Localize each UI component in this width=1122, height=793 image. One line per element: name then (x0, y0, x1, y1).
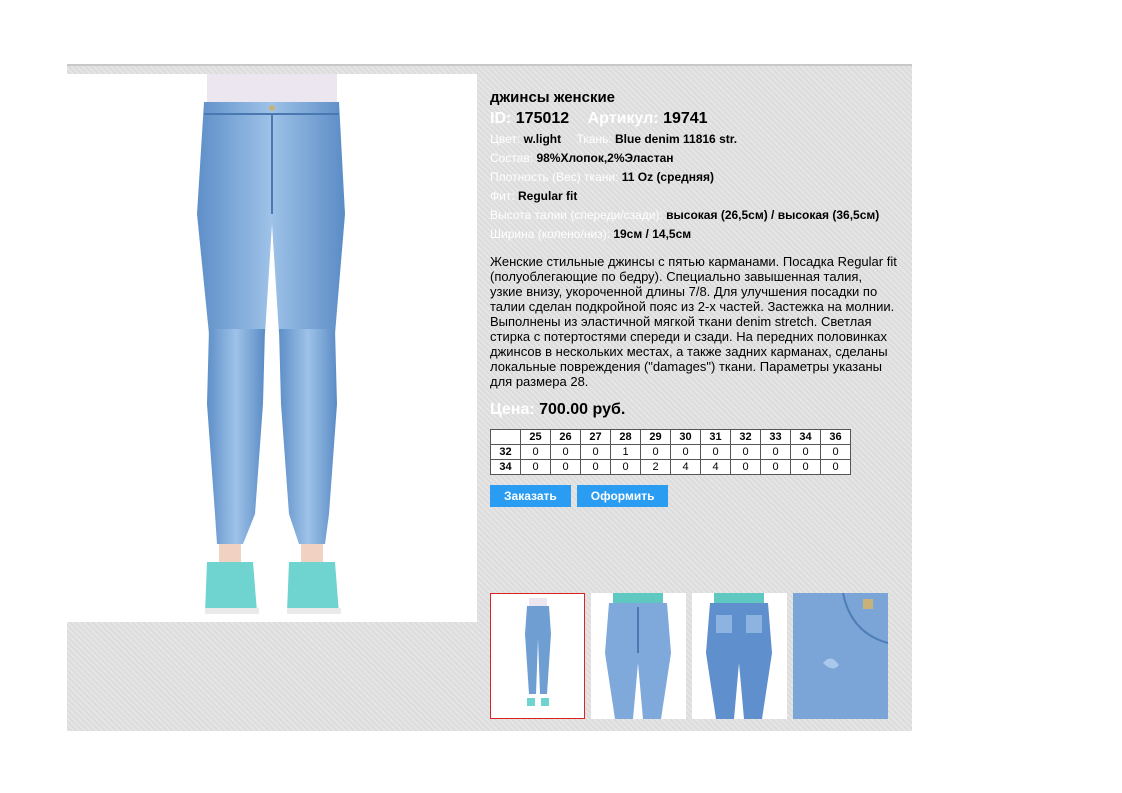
length-cell: 34 (491, 460, 521, 475)
product-main-photo[interactable] (67, 74, 477, 622)
id-value: 175012 (515, 110, 570, 127)
width-label: Ширина (колено/низ): (490, 227, 610, 241)
stock-cell: 0 (581, 445, 611, 460)
size-row (491, 460, 851, 475)
stock-cell: 4 (701, 460, 731, 475)
thumb-front-waist[interactable] (591, 593, 686, 719)
stock-cell: 1 (611, 445, 641, 460)
stock-cell: 0 (611, 460, 641, 475)
stock-cell: 0 (731, 460, 761, 475)
thumb-front-full[interactable] (490, 593, 585, 719)
color-fabric-row (490, 132, 898, 147)
product-info (490, 89, 898, 507)
composition-value: 98%Хлопок,2%Эластан (536, 151, 674, 165)
size-header-row (491, 430, 851, 445)
stock-cell: 0 (551, 460, 581, 475)
composition-label: Состав: (490, 151, 534, 165)
color-label: Цвет: (490, 132, 521, 146)
density-row (490, 170, 898, 185)
stock-cell: 0 (701, 445, 731, 460)
size-header-cell: 25 (521, 430, 551, 445)
stock-cell: 0 (821, 460, 851, 475)
thumb-back-waist[interactable] (692, 593, 787, 719)
stock-cell: 0 (641, 445, 671, 460)
stock-cell: 0 (821, 445, 851, 460)
size-header-cell: 31 (701, 430, 731, 445)
order-button[interactable]: Заказать (490, 485, 571, 507)
size-header-cell: 33 (761, 430, 791, 445)
composition-row (490, 151, 898, 166)
size-header-cell (491, 430, 521, 445)
stock-cell: 0 (551, 445, 581, 460)
fit-value: Regular fit (518, 189, 578, 203)
density-value: 11 Oz (средняя) (621, 170, 714, 184)
fit-label: Фит: (490, 189, 515, 203)
product-description: Женские стильные джинсы с пятью карманами. Посадка Regular fit (полуоблегающие по бедру). Специально завышенная талия, узкие внизу, укороченной длины 7/8. Для улучшения посадки по талии сделан подкройной пояс из 2-х частей. Застежка на молнии. Выполнены из эластичной мягкой ткани denim stretch. Светлая стирка с потертостями спереди и сзади. На передних половинках джинсов в нескольких местах, а также задних карманах, сделаны локальные повреждения ("damages") ткани. Параметры указаны для размера 28. (490, 254, 897, 389)
fit-row (490, 189, 898, 204)
size-header-cell: 26 (551, 430, 581, 445)
article-label: Артикул: (587, 110, 659, 127)
product-card (67, 64, 912, 731)
stock-cell: 2 (641, 460, 671, 475)
fabric-label: Ткань: (576, 132, 612, 146)
size-header-cell: 34 (791, 430, 821, 445)
thumbnail-gallery (490, 593, 888, 719)
size-header-cell: 28 (611, 430, 641, 445)
article-value: 19741 (663, 110, 708, 127)
size-stock-table (490, 429, 851, 475)
price-label: Цена: (490, 401, 535, 418)
length-cell: 32 (491, 445, 521, 460)
product-ids (490, 110, 898, 128)
size-row (491, 445, 851, 460)
fabric-value: Blue denim 11816 str. (615, 132, 738, 146)
size-header-cell: 30 (671, 430, 701, 445)
waist-row (490, 208, 898, 223)
stock-cell: 0 (671, 445, 701, 460)
waist-label: Высота талии (спереди/сзади): (490, 208, 663, 222)
stock-cell: 4 (671, 460, 701, 475)
density-label: Плотность (Вес) ткани: (490, 170, 619, 184)
stock-cell: 0 (761, 445, 791, 460)
checkout-button[interactable]: Оформить (577, 485, 669, 507)
size-header-cell: 27 (581, 430, 611, 445)
stock-cell: 0 (581, 460, 611, 475)
price-value: 700.00 руб. (539, 401, 626, 418)
action-buttons (490, 485, 898, 507)
size-header-cell: 29 (641, 430, 671, 445)
color-value: w.light (523, 132, 562, 146)
stock-cell: 0 (731, 445, 761, 460)
width-row (490, 227, 898, 242)
waist-value: высокая (26,5см) / высокая (36,5см) (666, 208, 880, 222)
thumb-pocket-detail[interactable] (793, 593, 888, 719)
stock-cell: 0 (521, 460, 551, 475)
id-label: ID: (490, 110, 512, 127)
stock-cell: 0 (521, 445, 551, 460)
price-row (490, 401, 898, 419)
size-header-cell: 36 (821, 430, 851, 445)
product-title: джинсы женские (490, 89, 616, 106)
stock-cell: 0 (791, 460, 821, 475)
stock-cell: 0 (761, 460, 791, 475)
width-value: 19см / 14,5см (613, 227, 692, 241)
size-header-cell: 32 (731, 430, 761, 445)
stock-cell: 0 (791, 445, 821, 460)
